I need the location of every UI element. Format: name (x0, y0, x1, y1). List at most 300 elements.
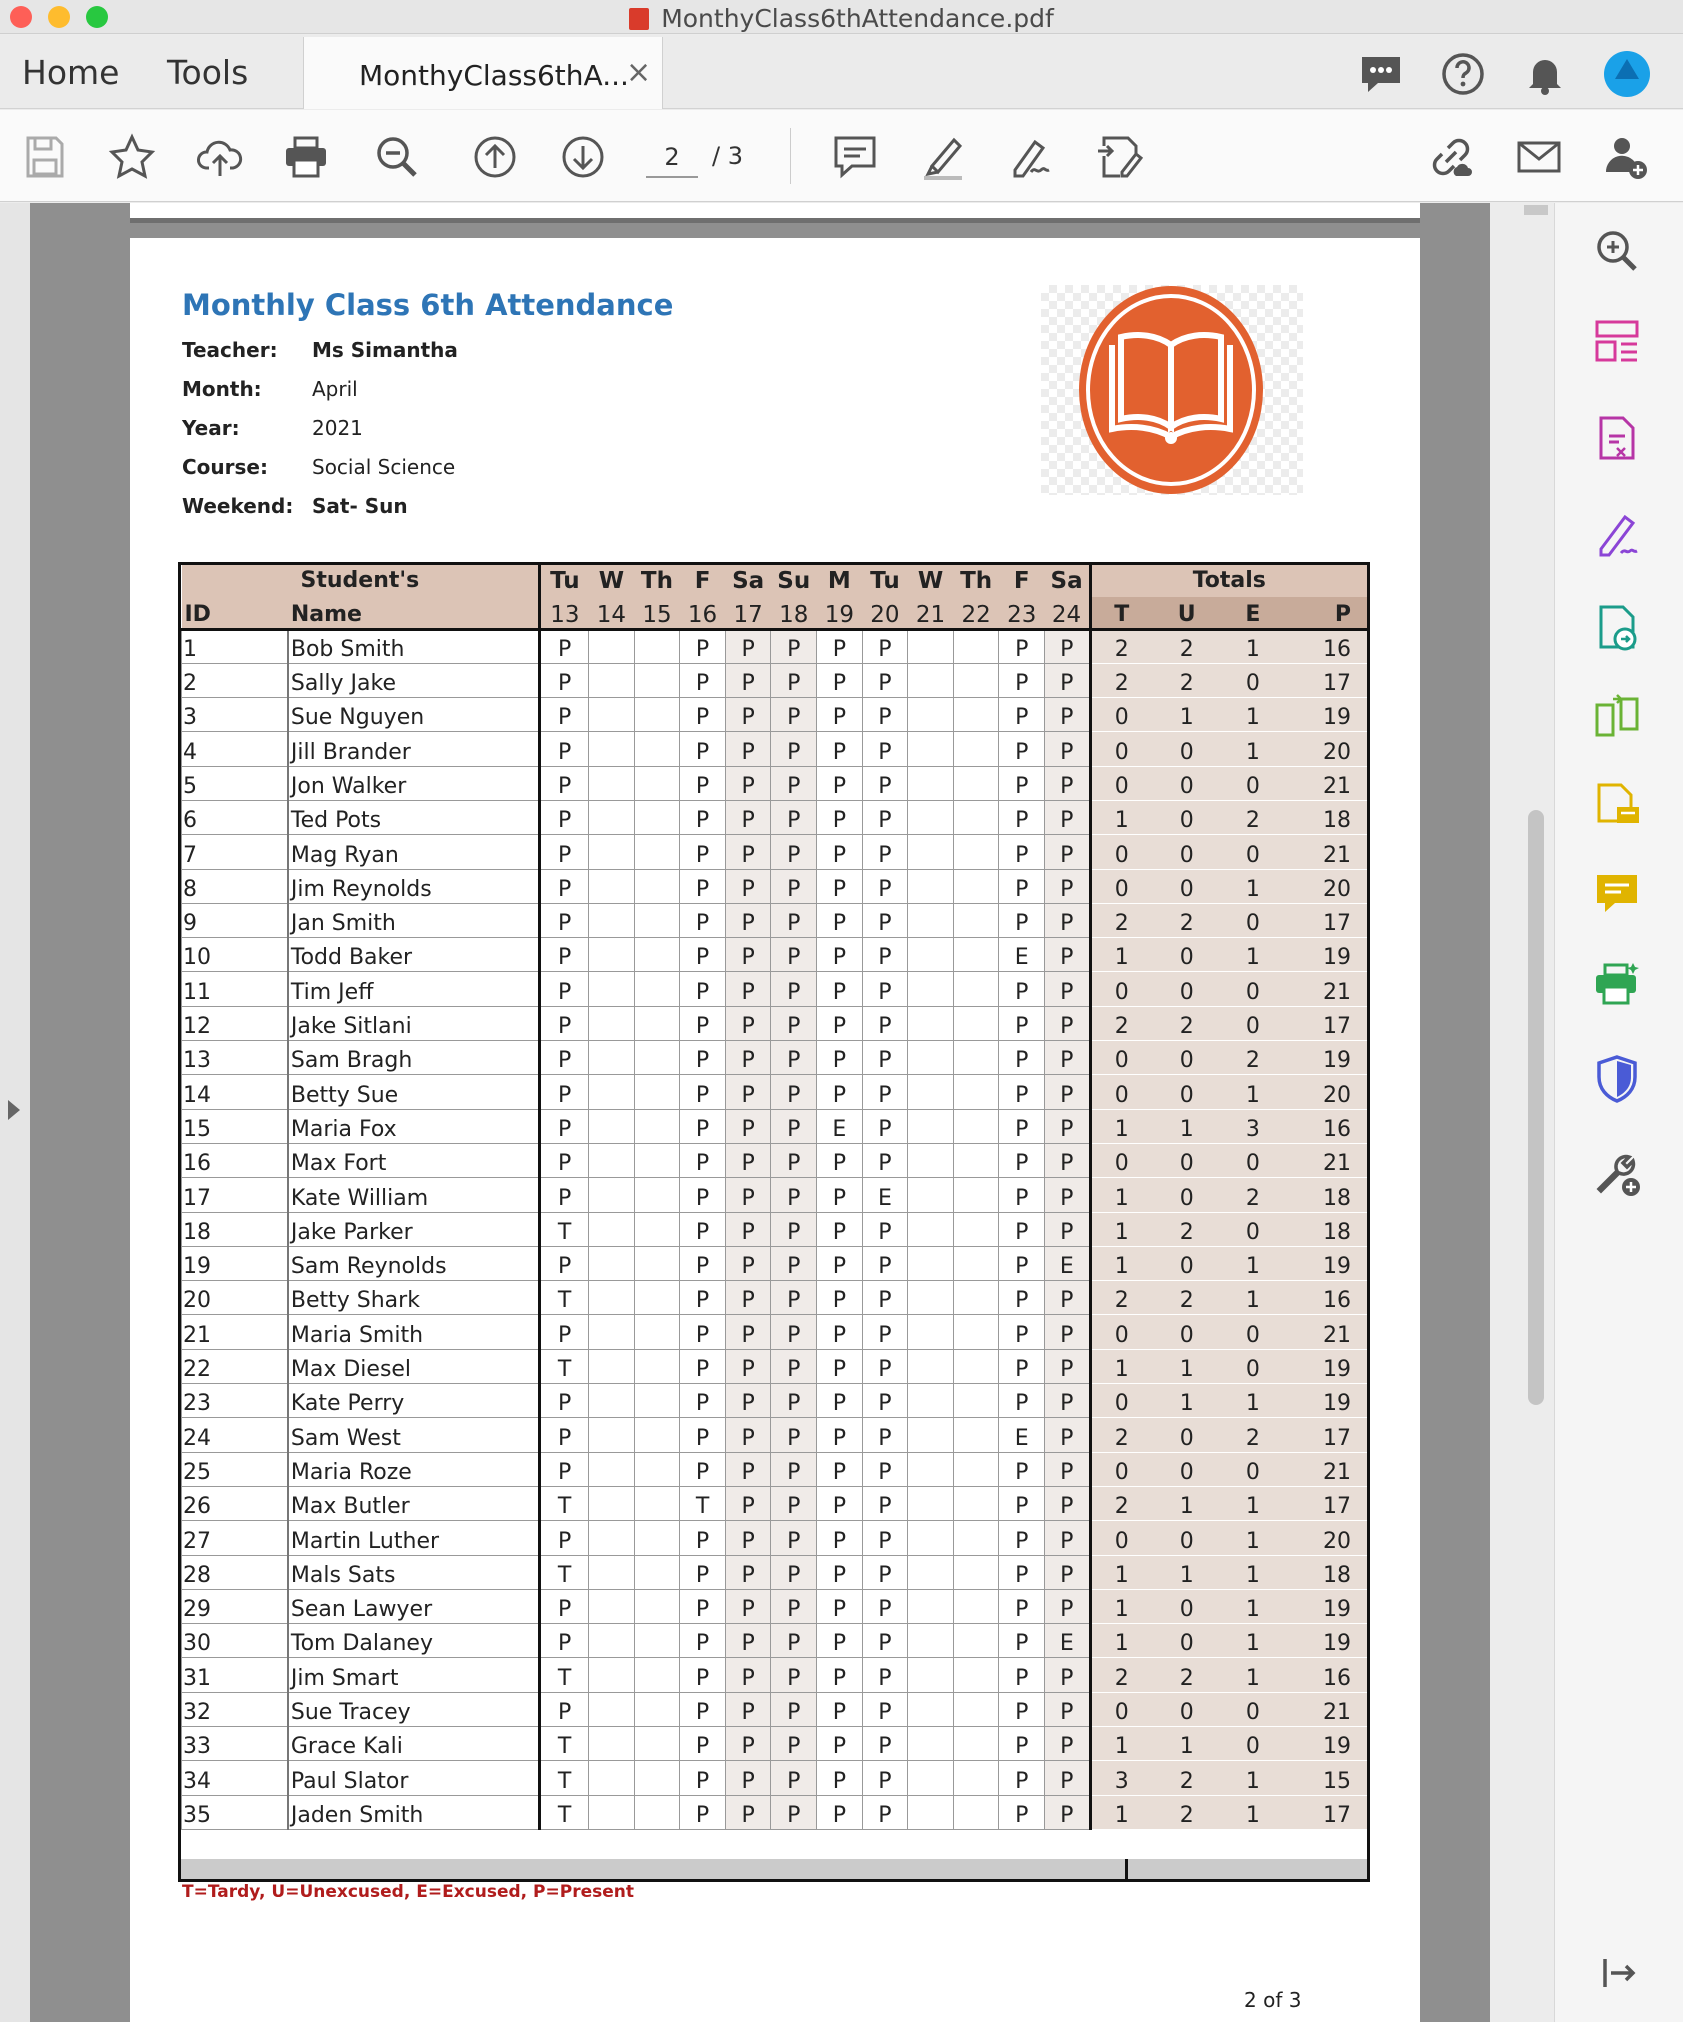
student-name: Jim Reynolds (288, 869, 540, 903)
total-col-header: T (1090, 597, 1152, 629)
student-name: Sam Reynolds (288, 1246, 540, 1280)
tab-home[interactable]: Home (22, 53, 120, 92)
attendance-mark (634, 698, 680, 732)
student-name: Jon Walker (288, 766, 540, 800)
attendance-mark (634, 1246, 680, 1280)
table-row (182, 800, 1368, 834)
close-tab-icon[interactable]: × (626, 55, 652, 90)
total-col-header: P (1284, 597, 1367, 629)
weekend-label: Weekend: (182, 494, 294, 518)
attendance-mark: P (999, 1075, 1045, 1109)
attendance-mark (908, 1109, 954, 1143)
attendance-mark: P (817, 1658, 863, 1692)
attendance-mark: E (1045, 1246, 1091, 1280)
total-value: 0 (1152, 1452, 1221, 1486)
total-value: 0 (1221, 1692, 1284, 1726)
total-value: 0 (1090, 1143, 1152, 1177)
attendance-mark: P (862, 1555, 908, 1589)
total-col-header: U (1152, 597, 1221, 629)
export-pdf-icon[interactable] (1591, 412, 1643, 464)
attendance-mark (953, 766, 999, 800)
vertical-scrollbar[interactable] (1528, 810, 1544, 1405)
attendance-mark: T (540, 1727, 589, 1761)
total-value: 2 (1090, 903, 1152, 937)
total-value: 17 (1284, 663, 1367, 697)
total-value: 0 (1152, 1521, 1221, 1555)
day-name: Sa (725, 565, 771, 597)
attendance-mark (589, 938, 635, 972)
day-name: Sa (1045, 565, 1091, 597)
attendance-mark: P (680, 1589, 726, 1623)
attendance-mark (589, 1384, 635, 1418)
table-row (182, 1795, 1368, 1829)
student-id: 7 (182, 835, 288, 869)
table-row (182, 1212, 1368, 1246)
tab-tools[interactable]: Tools (167, 53, 249, 92)
student-name: Maria Fox (288, 1109, 540, 1143)
attendance-mark: P (1045, 1178, 1091, 1212)
print-production-icon[interactable] (1591, 959, 1643, 1011)
attendance-mark: P (725, 903, 771, 937)
attendance-mark (634, 629, 680, 663)
attendance-mark (589, 1555, 635, 1589)
total-value: 2 (1090, 629, 1152, 663)
upload-cloud-icon[interactable] (195, 132, 245, 182)
notifications-bell-icon[interactable] (1520, 49, 1570, 99)
attendance-mark (634, 1349, 680, 1383)
attendance-mark: T (540, 1761, 589, 1795)
attendance-mark: P (862, 1212, 908, 1246)
student-name: Mag Ryan (288, 835, 540, 869)
attendance-mark: P (771, 1761, 817, 1795)
attendance-mark: P (817, 835, 863, 869)
student-name: Sam West (288, 1418, 540, 1452)
attendance-mark: P (725, 1761, 771, 1795)
attendance-mark (908, 1521, 954, 1555)
total-value: 0 (1221, 903, 1284, 937)
attendance-mark (953, 835, 999, 869)
attendance-mark (908, 766, 954, 800)
attendance-mark (953, 1418, 999, 1452)
attendance-mark: P (999, 1315, 1045, 1349)
comment-tool-icon[interactable] (1591, 869, 1643, 921)
attendance-mark: P (680, 1658, 726, 1692)
attendance-mark: P (725, 1521, 771, 1555)
attendance-mark: E (999, 938, 1045, 972)
attendance-mark: T (680, 1486, 726, 1520)
table-row (182, 766, 1368, 800)
window-title (0, 4, 1683, 33)
attendance-mark: P (725, 972, 771, 1006)
scrollbar-gutter (1490, 203, 1554, 2022)
attendance-mark: P (680, 869, 726, 903)
attendance-mark (908, 1418, 954, 1452)
student-name: Betty Sue (288, 1075, 540, 1109)
total-value: 19 (1284, 698, 1367, 732)
attendance-mark: P (817, 1212, 863, 1246)
student-id: 13 (182, 1041, 288, 1075)
total-value: 2 (1090, 1658, 1152, 1692)
attendance-mark (589, 1143, 635, 1177)
attendance-mark (634, 1658, 680, 1692)
total-value: 1 (1152, 698, 1221, 732)
attendance-mark (634, 1692, 680, 1726)
pdf-page (130, 238, 1420, 2022)
save-icon[interactable] (20, 132, 70, 182)
total-value: 1 (1152, 1727, 1221, 1761)
day-name: W (908, 565, 954, 597)
attendance-mark (908, 1486, 954, 1520)
attendance-mark: P (680, 1692, 726, 1726)
attendance-mark: P (725, 1795, 771, 1829)
total-value: 1 (1090, 1109, 1152, 1143)
attendance-mark: P (862, 1692, 908, 1726)
total-value: 19 (1284, 1589, 1367, 1623)
attendance-mark: T (540, 1555, 589, 1589)
total-col-header: E (1221, 597, 1284, 629)
toolbar-divider (790, 128, 791, 184)
month-value: April (312, 377, 358, 401)
student-name: Kate William (288, 1178, 540, 1212)
attendance-mark (589, 766, 635, 800)
table-row (182, 629, 1368, 663)
search-zoom-icon[interactable] (1591, 225, 1643, 277)
attendance-mark: P (771, 1795, 817, 1829)
attendance-mark: P (817, 1178, 863, 1212)
attendance-mark: P (1045, 1384, 1091, 1418)
attendance-mark: P (540, 663, 589, 697)
add-user-icon[interactable] (1602, 132, 1652, 182)
total-value: 20 (1284, 732, 1367, 766)
expand-left-panel-icon[interactable] (8, 1100, 20, 1120)
account-avatar-icon[interactable] (1602, 49, 1652, 99)
header-row-1 (182, 565, 1368, 597)
course-value: Social Science (312, 455, 456, 479)
attendance-mark: P (999, 629, 1045, 663)
attendance-mark: P (680, 1521, 726, 1555)
day-name: Tu (540, 565, 589, 597)
attendance-mark: P (540, 1143, 589, 1177)
student-name: Sue Nguyen (288, 698, 540, 732)
attendance-mark: P (725, 1006, 771, 1040)
attendance-mark (953, 1143, 999, 1177)
total-value: 2 (1152, 629, 1221, 663)
attendance-mark: P (1045, 1521, 1091, 1555)
attendance-mark: P (540, 766, 589, 800)
attendance-mark (953, 1555, 999, 1589)
table-row (182, 698, 1368, 732)
attendance-mark (953, 1761, 999, 1795)
attendance-mark (953, 1075, 999, 1109)
total-value: 1 (1221, 1589, 1284, 1623)
attendance-mark: P (999, 800, 1045, 834)
total-value: 1 (1152, 1486, 1221, 1520)
attendance-mark: P (771, 1624, 817, 1658)
total-value: 0 (1221, 972, 1284, 1006)
attendance-mark (589, 1041, 635, 1075)
attendance-mark: P (817, 1521, 863, 1555)
attendance-mark: P (999, 903, 1045, 937)
attendance-mark: P (680, 1555, 726, 1589)
attendance-mark: P (999, 972, 1045, 1006)
attendance-mark: P (725, 1486, 771, 1520)
attendance-mark: P (999, 1486, 1045, 1520)
total-value: 0 (1090, 835, 1152, 869)
attendance-mark: P (680, 1143, 726, 1177)
student-id: 21 (182, 1315, 288, 1349)
compare-files-icon[interactable] (1591, 691, 1643, 743)
attendance-mark: P (725, 1384, 771, 1418)
attendance-mark (953, 1624, 999, 1658)
add-comment-icon[interactable] (830, 132, 880, 182)
student-id: 30 (182, 1624, 288, 1658)
attendance-mark: P (862, 1109, 908, 1143)
attendance-mark: P (680, 1315, 726, 1349)
total-value: 0 (1152, 800, 1221, 834)
zoom-out-icon[interactable] (372, 132, 422, 182)
attendance-mark (908, 903, 954, 937)
attendance-mark: P (771, 1075, 817, 1109)
student-id: 4 (182, 732, 288, 766)
total-value: 17 (1284, 1418, 1367, 1452)
attendance-mark: P (725, 1589, 771, 1623)
email-icon[interactable] (1514, 132, 1564, 182)
weekend-value: Sat- Sun (312, 494, 408, 518)
legend-text: T=Tardy, U=Unexcused, E=Excused, P=Present (182, 1882, 634, 1902)
day-name: Tu (862, 565, 908, 597)
attendance-mark (634, 835, 680, 869)
table-row (182, 1761, 1368, 1795)
attendance-mark: P (999, 835, 1045, 869)
student-id: 32 (182, 1692, 288, 1726)
split-handle[interactable] (1524, 205, 1548, 215)
attendance-mark (953, 1212, 999, 1246)
attendance-mark: P (680, 732, 726, 766)
share-link-icon[interactable] (1426, 132, 1476, 182)
attendance-mark: P (771, 1692, 817, 1726)
total-value: 20 (1284, 869, 1367, 903)
id-header: ID (182, 597, 288, 629)
total-value: 2 (1090, 1281, 1152, 1315)
comment-bubble-icon[interactable] (1356, 49, 1406, 99)
table-row (182, 835, 1368, 869)
attendance-mark: P (540, 1246, 589, 1280)
attendance-mark: P (725, 1624, 771, 1658)
attendance-mark: P (862, 1589, 908, 1623)
attendance-mark: P (817, 1624, 863, 1658)
attendance-mark (634, 1795, 680, 1829)
student-name: Sam Bragh (288, 1041, 540, 1075)
attendance-mark: P (680, 1384, 726, 1418)
day-name: F (999, 565, 1045, 597)
attendance-mark (908, 1281, 954, 1315)
bookmark-star-icon[interactable] (107, 132, 157, 182)
student-id: 8 (182, 869, 288, 903)
total-value: 2 (1221, 800, 1284, 834)
highlight-pen-icon[interactable] (918, 132, 968, 182)
sign-pen-icon[interactable] (1005, 132, 1055, 182)
student-id: 15 (182, 1109, 288, 1143)
attendance-mark: P (725, 732, 771, 766)
next-page-icon[interactable] (558, 132, 608, 182)
toolbar (0, 110, 1683, 202)
attendance-mark: P (1045, 1486, 1091, 1520)
attendance-mark: P (817, 1075, 863, 1109)
total-value: 2 (1152, 1658, 1221, 1692)
attendance-mark (953, 1452, 999, 1486)
total-value: 17 (1284, 1006, 1367, 1040)
student-name: Martin Luther (288, 1521, 540, 1555)
tools-pane (1554, 203, 1683, 2022)
attendance-mark (589, 1075, 635, 1109)
page-number-input[interactable]: 2 (646, 138, 698, 178)
attendance-mark: P (540, 1589, 589, 1623)
more-tools-icon[interactable] (1591, 1147, 1643, 1199)
attendance-mark: P (817, 766, 863, 800)
day-name: M (817, 565, 863, 597)
attendance-mark: P (862, 1761, 908, 1795)
attendance-mark: P (680, 1349, 726, 1383)
attendance-mark: P (540, 629, 589, 663)
protect-shield-icon[interactable] (1591, 1053, 1643, 1105)
attendance-mark: P (540, 1521, 589, 1555)
tab-bar (0, 35, 1683, 109)
attendance-mark: P (999, 1143, 1045, 1177)
course-label: Course: (182, 455, 268, 479)
attendance-mark: P (1045, 903, 1091, 937)
page-total: / 3 (712, 142, 743, 170)
attendance-mark: P (771, 1486, 817, 1520)
attendance-mark (953, 869, 999, 903)
attendance-mark (908, 732, 954, 766)
total-value: 2 (1090, 1486, 1152, 1520)
attendance-mark: P (680, 835, 726, 869)
student-id: 10 (182, 938, 288, 972)
day-number: 14 (589, 597, 635, 629)
table-row (182, 1452, 1368, 1486)
student-name: Bob Smith (288, 629, 540, 663)
student-id: 29 (182, 1589, 288, 1623)
attendance-mark (634, 800, 680, 834)
attendance-mark: P (1045, 869, 1091, 903)
total-value: 21 (1284, 835, 1367, 869)
table-row (182, 1006, 1368, 1040)
total-value: 0 (1221, 1452, 1284, 1486)
review-file-icon[interactable] (1591, 779, 1643, 831)
attendance-mark: P (817, 972, 863, 1006)
attendance-mark: P (1045, 663, 1091, 697)
attendance-mark: P (540, 698, 589, 732)
attendance-mark: P (862, 903, 908, 937)
attendance-mark: P (999, 1349, 1045, 1383)
attendance-mark: P (1045, 1041, 1091, 1075)
attendance-mark: P (862, 629, 908, 663)
total-value: 1 (1221, 1521, 1284, 1555)
attendance-mark (589, 1624, 635, 1658)
attendance-mark (634, 1727, 680, 1761)
attendance-mark: P (725, 1246, 771, 1280)
attendance-mark (908, 869, 954, 903)
attendance-mark: P (999, 766, 1045, 800)
attendance-mark: P (771, 1246, 817, 1280)
page-number-footer: 2 of 3 (1244, 1988, 1302, 2012)
total-value: 0 (1221, 1212, 1284, 1246)
total-value: 0 (1152, 1692, 1221, 1726)
total-value: 17 (1284, 1486, 1367, 1520)
attendance-mark: P (725, 1281, 771, 1315)
attendance-mark (908, 800, 954, 834)
attendance-mark (589, 629, 635, 663)
attendance-mark: P (771, 972, 817, 1006)
attendance-mark (589, 1246, 635, 1280)
attendance-mark (908, 1692, 954, 1726)
total-value: 0 (1152, 938, 1221, 972)
day-number: 15 (634, 597, 680, 629)
attendance-mark: P (680, 629, 726, 663)
student-name: Sally Jake (288, 663, 540, 697)
total-value: 0 (1152, 1178, 1221, 1212)
organize-pages-icon[interactable] (1591, 316, 1643, 368)
attendance-mark (953, 1384, 999, 1418)
collapse-pane-icon[interactable] (1591, 1947, 1643, 1999)
attendance-mark (953, 663, 999, 697)
total-value: 0 (1090, 1041, 1152, 1075)
day-number: 17 (725, 597, 771, 629)
attendance-mark: P (817, 1761, 863, 1795)
total-value: 1 (1090, 1178, 1152, 1212)
fill-sign-icon[interactable] (1591, 509, 1643, 561)
edit-document-icon[interactable] (1094, 132, 1144, 182)
total-value: 1 (1221, 1658, 1284, 1692)
print-icon[interactable] (281, 132, 331, 182)
attendance-mark: P (540, 1109, 589, 1143)
student-id: 26 (182, 1486, 288, 1520)
attendance-mark: P (540, 1178, 589, 1212)
attendance-mark: P (999, 663, 1045, 697)
table-row (182, 1315, 1368, 1349)
attendance-mark (634, 1384, 680, 1418)
attendance-mark (589, 1521, 635, 1555)
total-value: 1 (1221, 1075, 1284, 1109)
attendance-mark: P (999, 1006, 1045, 1040)
total-value: 1 (1090, 1555, 1152, 1589)
attendance-mark (908, 1212, 954, 1246)
attendance-mark (589, 869, 635, 903)
attendance-mark: P (862, 1452, 908, 1486)
day-number: 16 (680, 597, 726, 629)
attendance-mark: E (999, 1418, 1045, 1452)
previous-page-icon[interactable] (470, 132, 520, 182)
attendance-mark: P (540, 1041, 589, 1075)
attendance-mark: P (680, 1761, 726, 1795)
attendance-mark: E (817, 1109, 863, 1143)
student-name: Tom Dalaney (288, 1624, 540, 1658)
tab-document[interactable] (303, 37, 663, 109)
help-icon[interactable] (1438, 49, 1488, 99)
name-header: Name (288, 597, 540, 629)
table-row (182, 1486, 1368, 1520)
share-pdf-icon[interactable] (1591, 601, 1643, 653)
attendance-mark (908, 1006, 954, 1040)
total-value: 0 (1152, 1041, 1221, 1075)
attendance-mark: P (725, 629, 771, 663)
attendance-mark (634, 1212, 680, 1246)
total-value: 16 (1284, 1109, 1367, 1143)
attendance-mark: P (817, 1006, 863, 1040)
attendance-mark: P (540, 903, 589, 937)
attendance-mark: P (680, 1281, 726, 1315)
attendance-mark: P (862, 1658, 908, 1692)
